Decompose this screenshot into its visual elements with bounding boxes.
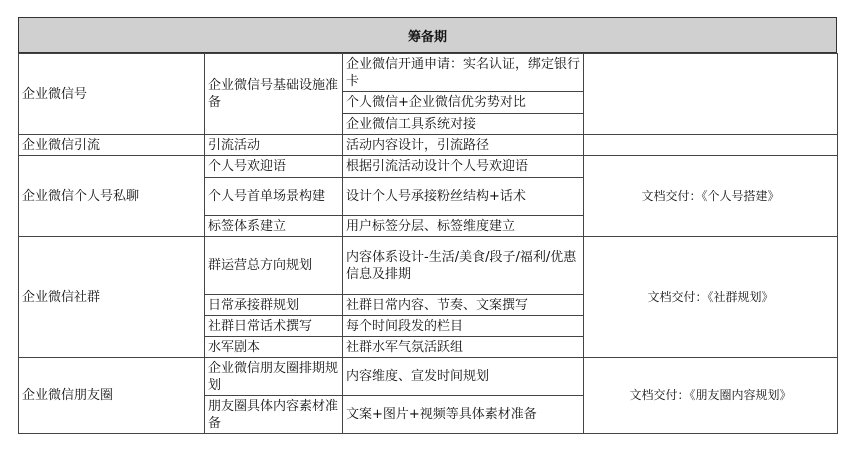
detail-cell: 个人微信+企业微信优劣势对比 [343, 92, 584, 114]
subitem-cell: 企业微信朋友圈排期规划 [205, 358, 343, 396]
planning-table [18, 17, 837, 434]
table-row [19, 156, 838, 178]
detail-cell: 社群水军气氛活跃组 [343, 337, 584, 358]
subitem-cell: 个人号首单场景构建 [205, 178, 343, 216]
deliverable-cell: 文档交付：《社群规划》 [584, 237, 838, 358]
category-cell: 企业微信社群 [19, 237, 205, 358]
detail-cell: 内容体系设计-生活/美食/段子/福利/优惠信息及排期 [343, 237, 584, 295]
deliverable-cell: 文档交付：《个人号搭建》 [584, 156, 838, 237]
detail-cell: 活动内容设计，引流路径 [343, 135, 584, 156]
table-row [19, 54, 838, 92]
detail-cell: 内容维度、宣发时间规划 [343, 358, 584, 396]
deliverable-cell [584, 54, 838, 135]
subitem-cell: 引流活动 [205, 135, 343, 156]
detail-cell: 每个时间段发的栏目 [343, 316, 584, 337]
deliverable-cell: 文档交付：《朋友圈内容规划》 [584, 358, 838, 434]
table-row [19, 237, 838, 295]
detail-cell: 设计个人号承接粉丝结构+话术 [343, 178, 584, 216]
detail-cell: 企业微信开通申请：实名认证，绑定银行卡 [343, 54, 584, 92]
subitem-cell: 朋友圈具体内容素材准备 [205, 396, 343, 434]
subitem-cell: 企业微信号基础设施准备 [205, 54, 343, 135]
detail-cell: 企业微信工具系统对接 [343, 114, 584, 135]
category-cell: 企业微信号 [19, 54, 205, 135]
detail-cell: 文案+图片+视频等具体素材准备 [343, 396, 584, 434]
table-body [18, 53, 838, 434]
detail-cell: 根据引流活动设计个人号欢迎语 [343, 156, 584, 178]
subitem-cell: 社群日常话术撰写 [205, 316, 343, 337]
subitem-cell: 群运营总方向规划 [205, 237, 343, 295]
table-row [19, 135, 838, 156]
table-row [19, 358, 838, 396]
subitem-cell: 个人号欢迎语 [205, 156, 343, 178]
deliverable-cell [584, 135, 838, 156]
subitem-cell: 标签体系建立 [205, 216, 343, 237]
category-cell: 企业微信引流 [19, 135, 205, 156]
table-title: 筹备期 [18, 17, 837, 53]
category-cell: 企业微信个人号私聊 [19, 156, 205, 237]
detail-cell: 用户标签分层、标签维度建立 [343, 216, 584, 237]
detail-cell: 社群日常内容、节奏、文案撰写 [343, 295, 584, 316]
subitem-cell: 日常承接群规划 [205, 295, 343, 316]
category-cell: 企业微信朋友圈 [19, 358, 205, 434]
subitem-cell: 水军剧本 [205, 337, 343, 358]
